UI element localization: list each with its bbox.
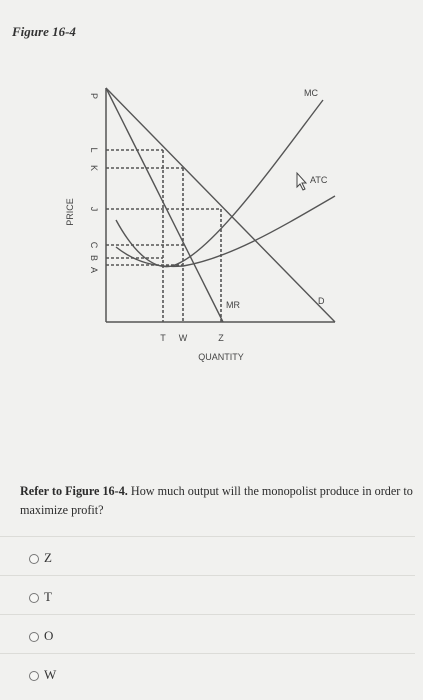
mc-label: MC	[304, 88, 318, 98]
radio-button[interactable]	[29, 554, 39, 564]
question-text	[20, 482, 415, 520]
tick-t: T	[160, 333, 166, 343]
option-w[interactable]	[0, 653, 415, 694]
marginal-revenue-curve	[106, 88, 223, 322]
option-label: W	[44, 667, 57, 682]
option-z[interactable]	[0, 536, 415, 577]
radio-button[interactable]	[29, 632, 39, 642]
radio-button[interactable]	[29, 671, 39, 681]
question-body: How much output will the monopolist produce in order to maximize profit?	[20, 484, 413, 517]
y-tick-labels	[89, 93, 99, 273]
tick-a: A	[89, 266, 99, 274]
tick-k: K	[89, 164, 99, 172]
option-label: O	[44, 628, 54, 643]
x-tick-labels	[160, 333, 224, 343]
x-axis-title: QUANTITY	[198, 352, 244, 362]
dashed-guides	[106, 150, 221, 322]
tick-b: B	[89, 254, 99, 262]
d-label: D	[318, 296, 325, 306]
radio-button[interactable]	[29, 593, 39, 603]
tick-c: C	[89, 241, 99, 249]
tick-j: J	[89, 206, 99, 212]
marginal-cost-curve	[116, 100, 323, 267]
tick-p: P	[89, 92, 99, 100]
option-label: Z	[44, 550, 52, 565]
atc-label: ATC	[310, 175, 328, 185]
tick-w: W	[178, 333, 188, 343]
average-total-cost-curve	[116, 196, 335, 266]
option-t[interactable]	[0, 575, 415, 616]
mr-label: MR	[226, 300, 240, 310]
option-label: T	[44, 589, 52, 604]
figure-label: Figure 16-4	[12, 24, 76, 39]
tick-z: Z	[218, 333, 224, 343]
tick-l: L	[89, 147, 99, 153]
mouse-pointer-icon	[297, 173, 306, 190]
figure-reference: Refer to Figure 16-4.	[20, 484, 128, 498]
option-o[interactable]	[0, 614, 415, 655]
y-axis-title: PRICE	[65, 198, 75, 226]
